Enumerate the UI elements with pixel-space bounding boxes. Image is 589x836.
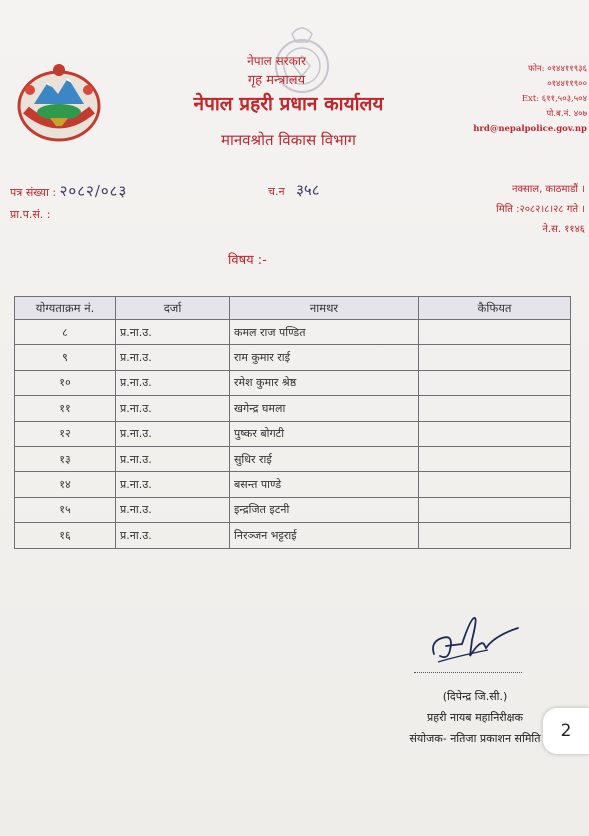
department-name: मानवश्रोत विकास विभाग bbox=[221, 131, 356, 149]
merit-no: ९ bbox=[15, 345, 116, 370]
full-name: रमेश कुमार श्रेष्ठ bbox=[230, 370, 419, 395]
signature-icon bbox=[428, 610, 524, 672]
remarks bbox=[419, 345, 571, 370]
address: नक्साल, काठमाडौं । bbox=[512, 184, 585, 195]
subject-label: विषय :- bbox=[228, 253, 267, 268]
rank: प्र.ना.उ. bbox=[116, 497, 230, 522]
rank: प्र.ना.उ. bbox=[116, 421, 230, 446]
rank: प्र.ना.उ. bbox=[116, 523, 230, 548]
ministry-name: गृह मन्त्रालय bbox=[247, 73, 306, 88]
full-name: पुष्कर बोगटी bbox=[230, 421, 419, 446]
full-name: खगेन्द्र घमला bbox=[230, 396, 419, 421]
date: मिति :२०८२।८।२८ गते । bbox=[496, 204, 585, 215]
merit-no: १० bbox=[15, 370, 116, 395]
remarks bbox=[419, 497, 571, 522]
government-name: नेपाल सरकार bbox=[247, 54, 306, 68]
full-name: निरञ्जन भट्टराई bbox=[230, 523, 419, 548]
remarks bbox=[419, 370, 571, 395]
remarks bbox=[419, 421, 571, 446]
remarks bbox=[419, 523, 571, 548]
full-name: सुधिर राई bbox=[230, 446, 419, 471]
signatory-role: संयोजक- नतिजा प्रकाशन समिति bbox=[409, 732, 541, 745]
patra-value: २०८२/०८३ bbox=[59, 182, 128, 200]
remarks bbox=[419, 396, 571, 421]
rank: प्र.ना.उ. bbox=[116, 446, 230, 471]
patra-label: पत्र संख्या : bbox=[10, 186, 57, 199]
header-rank: दर्जा bbox=[116, 297, 230, 320]
remarks bbox=[419, 472, 571, 497]
table-row bbox=[15, 523, 571, 548]
header-name: नामथर bbox=[230, 297, 419, 320]
merit-no: १५ bbox=[15, 497, 116, 522]
table-row bbox=[15, 320, 571, 345]
remarks bbox=[419, 446, 571, 471]
phone-2: ०१४४११९०० bbox=[547, 79, 587, 89]
email-address: hrd@nepalpolice.gov.np bbox=[473, 124, 587, 134]
phone-1: फोन: ०१४४११९३६ bbox=[528, 64, 587, 74]
header-merit-no: योग्यताक्रम नं. bbox=[15, 297, 116, 320]
cha-value: ३५८ bbox=[296, 181, 320, 199]
merit-no: ११ bbox=[15, 396, 116, 421]
nepal-sambat: ने.स. ११४६ bbox=[542, 224, 585, 235]
signatory-name: (दिपेन्द्र जि.सी.) bbox=[442, 690, 508, 703]
results-table bbox=[14, 296, 571, 549]
merit-no: १३ bbox=[15, 446, 116, 471]
header-remarks: कैफियत bbox=[419, 297, 571, 320]
rank: प्र.ना.उ. bbox=[116, 396, 230, 421]
patra-sankhya bbox=[10, 180, 127, 204]
merit-no: ८ bbox=[15, 320, 116, 345]
page-indicator[interactable]: 2 bbox=[543, 708, 589, 754]
remarks bbox=[419, 320, 571, 345]
extension: Ext: ६११,५०३,५०४ bbox=[521, 94, 587, 104]
full-name: कमल राज पण्डित bbox=[230, 320, 419, 345]
reference-block bbox=[10, 180, 127, 226]
office-name: नेपाल प्रहरी प्रधान कार्यालय bbox=[193, 93, 384, 115]
full-name: इन्द्रजित इटनी bbox=[230, 497, 419, 522]
table-row bbox=[15, 497, 571, 522]
prapasa-label: प्रा.प.सं. : bbox=[10, 208, 51, 221]
table-row bbox=[15, 421, 571, 446]
table-row bbox=[15, 446, 571, 471]
rank: प्र.ना.उ. bbox=[116, 370, 230, 395]
po-box: पो.ब.नं. ४०७ bbox=[546, 109, 587, 119]
rank: प्र.ना.उ. bbox=[116, 345, 230, 370]
merit-no: १२ bbox=[15, 421, 116, 446]
cha-label: च.न bbox=[268, 185, 285, 198]
table-row bbox=[15, 370, 571, 395]
signature-line bbox=[414, 672, 522, 673]
contact-block bbox=[473, 62, 587, 137]
table-row bbox=[15, 396, 571, 421]
table-row bbox=[15, 472, 571, 497]
signatory-block bbox=[395, 686, 555, 749]
full-name: राम कुमार राई bbox=[230, 345, 419, 370]
merit-no: १६ bbox=[15, 523, 116, 548]
address-date-block bbox=[496, 180, 585, 240]
chalani-number bbox=[268, 180, 320, 200]
rank: प्र.ना.उ. bbox=[116, 472, 230, 497]
table-header-row bbox=[15, 297, 571, 320]
rank: प्र.ना.उ. bbox=[116, 320, 230, 345]
table-row bbox=[15, 345, 571, 370]
merit-no: १४ bbox=[15, 472, 116, 497]
signatory-title: प्रहरी नायब महानिरीक्षक bbox=[427, 711, 523, 724]
full-name: बसन्त पाण्डे bbox=[230, 472, 419, 497]
